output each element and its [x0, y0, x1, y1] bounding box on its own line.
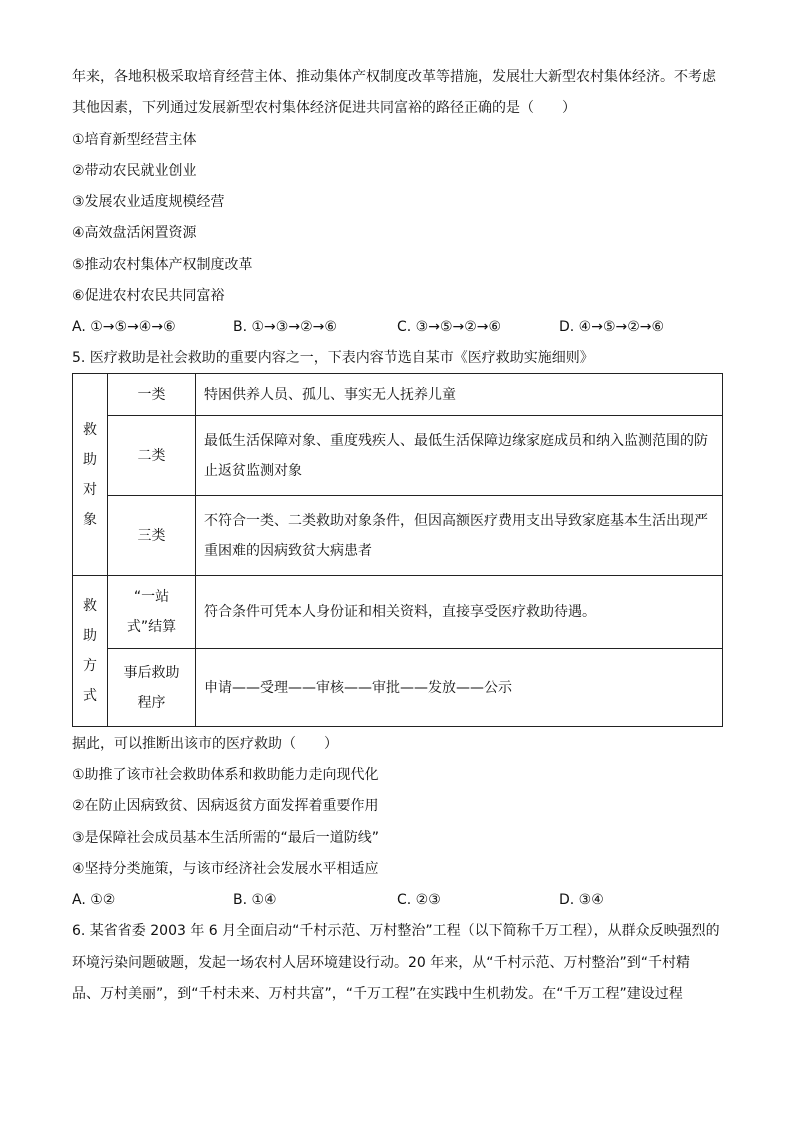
question-stem: 5. 医疗救助是社会救助的重要内容之一，下表内容节选自某市《医疗救助实施细则》	[72, 350, 594, 366]
list-item: ④高效盘活闲置资源	[72, 225, 197, 241]
question-prompt: 据此，可以推断出该市的医疗救助（ ）	[72, 736, 338, 752]
paragraph-line: 年来，各地积极采取培育经营主体、推动集体产权制度改革等措施，发展壮大新型农村集体经济。不考虑	[72, 69, 716, 85]
table-row	[73, 496, 723, 576]
group-char: 象	[83, 511, 97, 528]
option-d: D. ③④	[559, 892, 604, 908]
option-b: B. ①→③→②→⑥	[233, 319, 337, 335]
option-a: A. ①→⑤→④→⑥	[72, 319, 176, 335]
list-item: ⑥促进农村农民共同富裕	[72, 288, 225, 304]
category-cell: 二类	[108, 416, 196, 496]
option-c: C. ②③	[397, 892, 441, 908]
group-char: 救	[83, 421, 97, 438]
category-cell: 一类	[108, 374, 196, 416]
list-item: ②带动农民就业创业	[72, 163, 197, 179]
list-item: ①培育新型经营主体	[72, 132, 197, 148]
medical-aid-table	[72, 373, 723, 727]
table-row	[73, 649, 723, 727]
table-row	[73, 576, 723, 649]
list-item: ①助推了该市社会救助体系和救助能力走向现代化	[72, 767, 379, 783]
description-cell: 不符合一类、二类救助对象条件，但因高额医疗费用支出导致家庭基本生活出现严重困难的因病致贫大病患者	[196, 496, 723, 576]
list-item: ⑤推动农村集体产权制度改革	[72, 257, 253, 273]
group-char: 救	[83, 598, 97, 614]
category-cell: 三类	[108, 496, 196, 576]
paragraph-line: 环境污染问题破题，发起一场农村人居环境建设行动。20 年来，从“千村示范、万村整治”到“千村精	[72, 955, 691, 971]
list-item: ③是保障社会成员基本生活所需的“最后一道防线”	[72, 830, 380, 846]
list-item: ②在防止因病致贫、因病返贫方面发挥着重要作用	[72, 798, 379, 814]
paragraph-line: 其他因素，下列通过发展新型农村集体经济促进共同富裕的路径正确的是（ ）	[72, 100, 576, 116]
list-item: ③发展农业适度规模经营	[72, 194, 225, 210]
group-header-recipients	[73, 374, 108, 576]
paragraph-line: 6. 某省省委 2003 年 6 月全面启动“千村示范、万村整治”工程（以下简称千万工程），从群众反映强烈的	[72, 923, 720, 939]
description-cell: 符合条件可凭本人身份证和相关资料，直接享受医疗救助待遇。	[196, 576, 723, 649]
table-row	[73, 374, 723, 416]
table-row	[73, 416, 723, 496]
group-char: 助	[83, 451, 97, 468]
group-char: 式	[83, 688, 97, 704]
list-item: ④坚持分类施策，与该市经济社会发展水平相适应	[72, 861, 379, 877]
description-cell: 申请——受理——审核——审批——发放——公示	[196, 649, 723, 727]
option-d: D. ④→⑤→②→⑥	[559, 319, 665, 335]
option-b: B. ①④	[233, 892, 277, 908]
option-a: A. ①②	[72, 892, 116, 908]
group-char: 方	[83, 658, 97, 674]
paragraph-line: 品、万村美丽”，到“千村未来、万村共富”，“千万工程”在实践中生机勃发。在“千万工程”建设过程	[72, 986, 683, 1002]
group-char: 助	[83, 628, 97, 644]
description-cell: 最低生活保障对象、重度残疾人、最低生活保障边缘家庭成员和纳入监测范围的防止返贫监测对象	[196, 416, 723, 496]
group-header-methods	[73, 576, 108, 727]
group-char: 对	[83, 481, 97, 498]
description-cell: 特困供养人员、孤儿、事实无人抚养儿童	[196, 374, 723, 416]
option-c: C. ③→⑤→②→⑥	[397, 319, 502, 335]
category-cell: 事后救助程序	[108, 649, 196, 727]
category-cell: “一站式”结算	[108, 576, 196, 649]
